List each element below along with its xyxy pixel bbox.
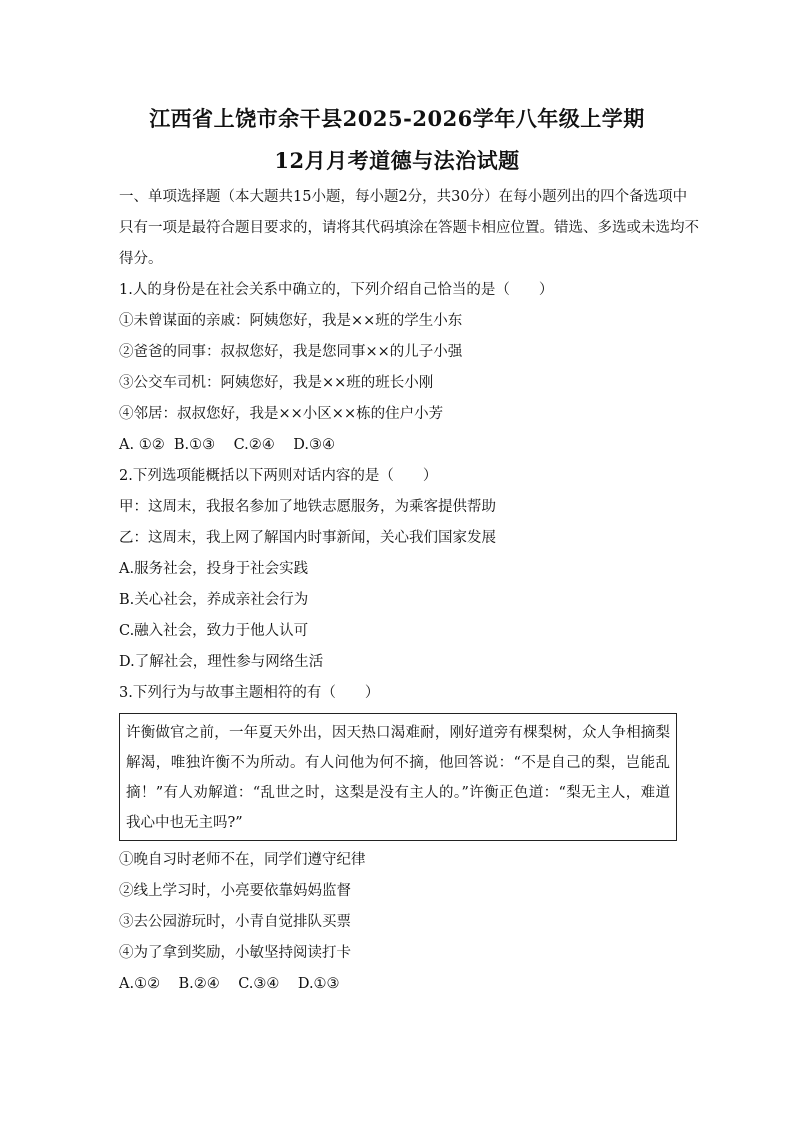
question-stem: 1.人的身份是在社会关系中确立的，下列介绍自己恰当的是（ ） <box>119 282 554 298</box>
question-2 <box>119 461 679 678</box>
story-box: 许衡做官之前，一年夏天外出，因天热口渴难耐，刚好道旁有棵梨树，众人争相摘梨解渴，唯独许衡不为所动。有人问他为何不摘，他回答说：“不是自己的梨，岂能乱摘！”有人劝解道：“乱世之时，这梨是没有主人的。”许衡正色道：“梨无主人，难道我心中也无主吗?” <box>119 713 677 841</box>
question-item: ③公交车司机：阿姨您好，我是××班的班长小刚 <box>119 375 434 391</box>
section-heading <box>119 182 699 275</box>
question-option: B.关心社会，养成亲社会行为 <box>119 592 309 608</box>
question-3 <box>119 678 679 1000</box>
question-stem: 3.下列行为与故事主题相符的有（ ） <box>119 685 380 701</box>
question-item: ③去公园游玩时，小青自觉排队买票 <box>119 914 351 930</box>
question-item: ②爸爸的同事：叔叔您好，我是您同事××的儿子小强 <box>119 344 463 360</box>
question-stem: 2.下列选项能概括以下两则对话内容的是（ ） <box>119 468 438 484</box>
section-heading-line: 一、单项选择题（本大题共15小题，每小题2分，共30分）在每小题列出的四个备选项中 <box>119 189 688 205</box>
question-item: ①未曾谋面的亲戚：阿姨您好，我是××班的学生小东 <box>119 313 463 329</box>
section-heading-line: 得分。 <box>119 251 163 267</box>
exam-title-line2: 12月月考道德与法治试题 <box>274 148 520 173</box>
question-options: A. ①② B.①③ C.②④ D.③④ <box>119 437 335 453</box>
question-item: ①晚自习时老师不在，同学们遵守纪律 <box>119 852 366 868</box>
exam-title-line1: 江西省上饶市余干县2025-2026学年八年级上学期 <box>149 106 645 131</box>
exam-body <box>119 182 699 1000</box>
dialogue-line: 甲：这周末，我报名参加了地铁志愿服务，为乘客提供帮助 <box>119 499 496 515</box>
question-item: ④邻居：叔叔您好，我是××小区××栋的住户小芳 <box>119 406 444 422</box>
dialogue-line: 乙：这周末，我上网了解国内时事新闻，关心我们国家发展 <box>119 530 496 546</box>
section-heading-line: 只有一项是最符合题目要求的，请将其代码填涂在答题卡相应位置。错选、多选或未选均不 <box>119 220 699 236</box>
question-option: C.融入社会，致力于他人认可 <box>119 623 309 639</box>
question-options: A.①② B.②④ C.③④ D.①③ <box>119 976 340 992</box>
question-option: A.服务社会，投身于社会实践 <box>119 561 309 577</box>
question-item: ④为了拿到奖励，小敏坚持阅读打卡 <box>119 945 351 961</box>
question-1 <box>119 275 679 461</box>
question-option: D.了解社会，理性参与网络生活 <box>119 654 324 670</box>
question-item: ②线上学习时，小亮要依靠妈妈监督 <box>119 883 351 899</box>
